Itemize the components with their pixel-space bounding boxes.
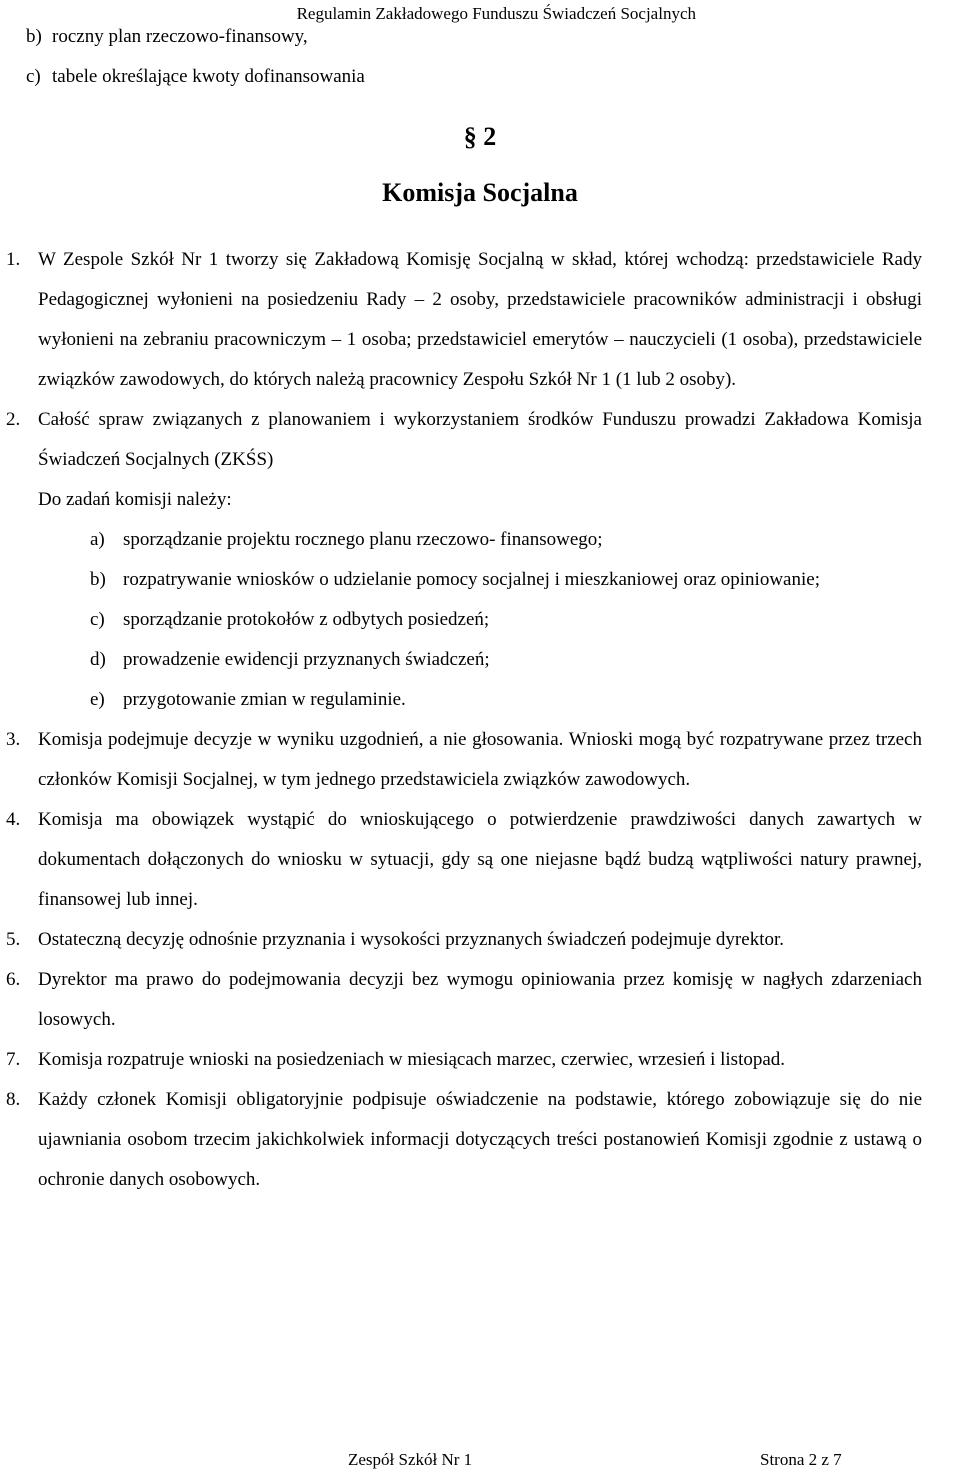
task-marker: b) bbox=[90, 569, 106, 590]
task-text: sporządzanie projektu rocznego planu rzeczowo- finansowego; bbox=[123, 529, 603, 550]
task-marker: c) bbox=[90, 609, 105, 630]
task-marker: e) bbox=[90, 689, 105, 710]
running-header: Regulamin Zakładowego Funduszu Świadczeń Socjalnych bbox=[296, 4, 696, 23]
task-text: prowadzenie ewidencji przyznanych świadczeń; bbox=[123, 649, 490, 670]
paragraph-3 bbox=[0, 720, 922, 800]
paragraph-2 bbox=[0, 400, 922, 480]
paragraph-text: Komisja rozpatruje wnioski na posiedzeniach w miesiącach marzec, czerwiec, wrzesień i listopad. bbox=[38, 1049, 786, 1070]
paragraph-4 bbox=[0, 800, 922, 920]
paragraph-number: 1. bbox=[6, 249, 21, 270]
paragraph-number: 4. bbox=[6, 809, 21, 830]
paragraph-number: 7. bbox=[6, 1049, 21, 1070]
paragraph-text: Każdy członek Komisji obligatoryjnie podpisuje oświadczenie na podstawie, którego zobowiązuje się do nie ujawniania osobom trzecim jakichkolwiek informacji dotyczących treści postanowień Komisji zgodnie z ustawą o ochronie danych osobowych. bbox=[38, 1089, 922, 1190]
paragraph-number: 6. bbox=[6, 969, 21, 990]
paragraph-text: Ostateczną decyzję odnośnie przyznania i wysokości przyznanych świadczeń podejmuje dyrektor. bbox=[38, 929, 785, 950]
paragraph-6 bbox=[0, 960, 922, 1040]
paragraph-text: Dyrektor ma prawo do podejmowania decyzji bez wymogu opiniowania przez komisję w nagłych zdarzeniach losowych. bbox=[38, 969, 922, 1030]
task-text: rozpatrywanie wniosków o udzielanie pomocy socjalnej i mieszkaniowej oraz opiniowanie; bbox=[123, 569, 820, 590]
task-item-b bbox=[0, 560, 960, 600]
task-item-e bbox=[0, 680, 960, 720]
paragraph-number: 3. bbox=[6, 729, 21, 750]
task-text: przygotowanie zmian w regulaminie. bbox=[123, 689, 406, 710]
paragraph-number: 8. bbox=[6, 1089, 21, 1110]
list-marker: c) bbox=[26, 66, 41, 87]
section-title: Komisja Socjalna bbox=[382, 178, 578, 207]
task-text: sporządzanie protokołów z odbytych posiedzeń; bbox=[123, 609, 490, 630]
paragraph-5 bbox=[0, 920, 922, 960]
task-marker: a) bbox=[90, 529, 105, 550]
paragraph-8 bbox=[0, 1080, 922, 1200]
tasks-list bbox=[0, 520, 960, 720]
task-item-c bbox=[0, 600, 960, 640]
task-marker: d) bbox=[90, 649, 106, 670]
task-item-a bbox=[0, 520, 960, 560]
task-item-d bbox=[0, 640, 960, 680]
tasks-intro: Do zadań komisji należy: bbox=[38, 489, 232, 510]
paragraph-1 bbox=[0, 240, 922, 400]
paragraph-text: Całość spraw związanych z planowaniem i wykorzystaniem środków Funduszu prowadzi Zakładowa Komisja Świadczeń Socjalnych (ZKŚS) bbox=[38, 409, 922, 470]
list-item-b bbox=[26, 26, 308, 48]
footer-page-number: Strona 2 z 7 bbox=[760, 1450, 842, 1469]
list-item-text: roczny plan rzeczowo-finansowy, bbox=[52, 26, 308, 47]
section-mark: § 2 bbox=[463, 122, 497, 151]
paragraph-7 bbox=[0, 1040, 922, 1080]
list-marker: b) bbox=[26, 26, 42, 47]
paragraph-number: 5. bbox=[6, 929, 21, 950]
list-item-c bbox=[26, 66, 365, 88]
paragraph-number: 2. bbox=[6, 409, 21, 430]
list-item-text: tabele określające kwoty dofinansowania bbox=[52, 66, 365, 87]
paragraph-text: Komisja podejmuje decyzje w wyniku uzgodnień, a nie głosowania. Wnioski mogą być rozpatrywane przez trzech członków Komisji Socjalnej, w tym jednego przedstawiciela związków zawodowych. bbox=[38, 729, 922, 790]
paragraph-text: W Zespole Szkół Nr 1 tworzy się Zakładową Komisję Socjalną w skład, której wchodzą: przedstawiciele Rady Pedagogicznej wyłonieni na posiedzeniu Rady – 2 osoby, przedstawiciele pracowników administracji i obsługi wyłonieni na zebraniu pracowniczym – 1 osoba; przedstawiciel emerytów – nauczycieli (1 osoba), przedstawiciele związków zawodowych, do których należą pracownicy Zespołu Szkół Nr 1 (1 lub 2 osoby). bbox=[38, 249, 922, 390]
document-body bbox=[0, 240, 960, 1200]
footer-school: Zespół Szkół Nr 1 bbox=[348, 1450, 473, 1469]
paragraph-text: Komisja ma obowiązek wystąpić do wnioskującego o potwierdzenie prawdziwości danych zawartych w dokumentach dołączonych do wniosku w sytuacji, gdy są one niejasne bądź budzą wątpliwości natury prawnej, finansowej lub innej. bbox=[38, 809, 922, 910]
